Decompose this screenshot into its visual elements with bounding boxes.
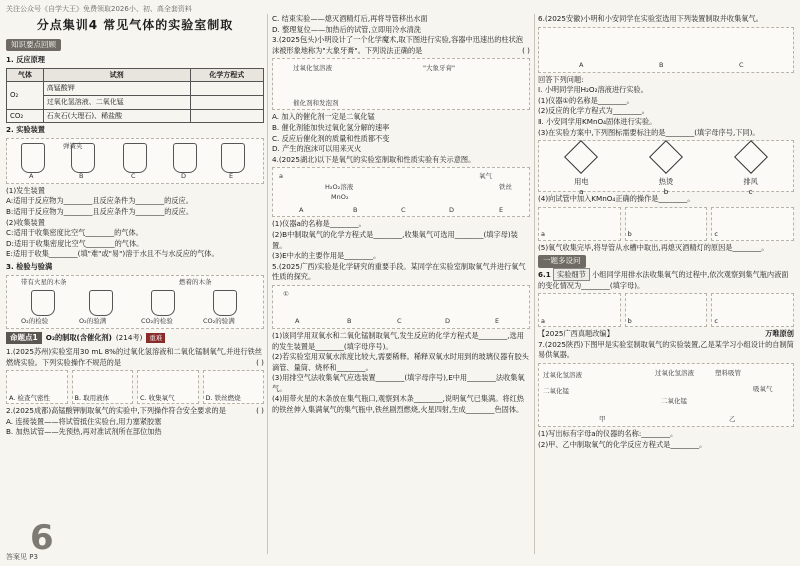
water-level-c [711, 293, 794, 327]
figure-label: 过氧化氢溶液 [543, 370, 582, 379]
question-7-part-1: (1)写出标有字母a的仪器的名称:________。 [538, 428, 678, 438]
figure-label: A [295, 317, 300, 326]
hot-surface-icon [644, 141, 688, 198]
table-cell[interactable] [190, 82, 263, 96]
option-label: b [627, 230, 632, 239]
answer-blank[interactable]: ( ) [256, 406, 264, 416]
source-note: 【2025广西真题改编】 [538, 329, 614, 339]
question-6-intro: 回答下列问题: [538, 74, 584, 84]
question-7-figure [538, 363, 794, 427]
question-7: 7.(2025陕西)下图甲是实验室制取氧气的实验装置,乙是某学习小组设计的自制简易供氧器。 [538, 339, 794, 360]
figure-label: O₂的验满 [79, 316, 107, 325]
figure-label: CO₂的验满 [203, 316, 235, 325]
question-3-option-b: B. 催化剂能加快过氧化氢分解的速率 [272, 122, 390, 132]
figure-label: CO₂的检验 [141, 316, 173, 325]
topic-title: O₂的制取(含催化剂) [45, 332, 112, 342]
apparatus-a [21, 143, 45, 173]
figure-label: 燃着的木条 [179, 277, 212, 286]
figure-label: 铁丝 [499, 183, 512, 192]
question-3 [272, 35, 530, 56]
figure-label: C [739, 61, 744, 69]
icon-label: 排风 [743, 176, 758, 186]
question-5: 5.(2025广西)实验是化学研究的重要手段。某同学在实验室制取氧气并进行氧气性质的探究。 [272, 261, 526, 282]
figure-label: D [181, 172, 187, 181]
figure-label: 乙 [729, 415, 736, 424]
apparatus-b [71, 143, 95, 173]
column-divider [267, 14, 268, 554]
apparatus-figure [6, 138, 264, 184]
figure-label: A [579, 61, 584, 69]
water-level-a [538, 293, 621, 327]
question-1-figures [6, 370, 264, 404]
collector-e: E:适用于收集________(填"难"或"易")溶于水且不与水反应的气体。 [6, 249, 219, 259]
generator-b: B:适用于反应物为________且反应条件为________的反应。 [6, 206, 194, 216]
question-4-part-1: (1)仪器a的名称是________。 [272, 219, 366, 229]
source-line [538, 329, 794, 340]
warning-diamond-icon [734, 140, 768, 174]
question-text: 3.(2025包头)小明设计了一个化学魔术,取下图进行实验,容器中迅速出的柱状泡沫被形象地称为"大象牙膏"。下列说法正确的是 [272, 35, 523, 55]
question-text: 2.(2025成都)高锰酸钾制取氧气的实验中,下列操作符合安全要求的是 [6, 406, 226, 416]
figure-label: a [279, 172, 283, 181]
flask-icon [31, 290, 55, 316]
question-2-option-c: C. 结束实验——熄灭酒精灯后,再将导管移出水面 [272, 14, 428, 23]
question-6-part-2: (2)反应的化学方程式为________。 [538, 106, 649, 116]
question-6-section-ii: Ⅱ. 小安同学用KMnO₄固体进行实验。 [538, 116, 657, 126]
page-number-large: 6 [30, 518, 54, 558]
figure-label: O₂的检验 [21, 316, 49, 325]
flask-icon [89, 290, 113, 316]
sub-question-number: 6.1 [538, 269, 551, 279]
figure-label: E [229, 172, 234, 181]
safety-icons [538, 140, 794, 197]
operation-c [711, 207, 794, 241]
icon-label: 热烫 [658, 176, 674, 186]
question-5-part-2: (2)若实验室用双氧水浓度比较大,需要稀释。稀释双氧水时用到的玻璃仪器有胶头滴管、量筒、烧杯和________。 [272, 352, 529, 372]
figure-label: C [401, 205, 406, 214]
figure-label: MnO₂ [331, 193, 349, 202]
collector-d: D:适用于收集密度比空气________的气体。 [6, 238, 144, 248]
question-6-operation-figures [538, 207, 794, 241]
figure-label: B [353, 205, 358, 214]
question-6-figure [538, 27, 794, 73]
figure-label: 塑料吸管 [715, 368, 741, 377]
question-4-part-2: (2)B中制取氧气的化学方程式是________,收集氧气可选用________(填字母)装置。 [272, 229, 518, 250]
figure-label: 吸氧气 [753, 384, 773, 393]
page-title: 分点集训4 常见气体的实验室制取 [36, 18, 234, 32]
option-label: C. 收集氧气 [140, 393, 175, 402]
water-level-b [625, 293, 708, 327]
generator-heading: (1)发生装置 [6, 185, 45, 195]
question-3-option-d: D. 产生的泡沫可以用来灭火 [272, 144, 362, 154]
figure-label: 二氧化锰 [661, 396, 687, 405]
figure-label: B [79, 172, 84, 181]
section-principle: 1. 反应原理 [6, 55, 45, 65]
sub-question-figures [538, 293, 794, 327]
option-label: c [714, 316, 718, 325]
figure-label: A [29, 172, 34, 181]
question-2-option-d: D. 整理复位——加热后的试管,立即用冷水清洗 [272, 24, 421, 34]
header-note: 关注公众号《自学大王》免费领取2026小、初、高全套资料 [6, 5, 192, 13]
figure-label: ① [283, 289, 289, 298]
flask-icon [213, 290, 237, 316]
figure-label: 过氧化氢溶液 [655, 368, 694, 377]
figure-label: D [445, 317, 451, 326]
question-2-option-a: A. 连接装置——将试管抵住实验台,用力塞紧胶塞 [6, 416, 162, 426]
figure-label: 二氧化锰 [543, 386, 569, 395]
table-header: 化学方程式 [190, 68, 263, 82]
figure-option-d [203, 370, 265, 404]
figure-label: "大象牙膏" [423, 64, 455, 73]
question-5-part-1: (1)该同学用双氧水和二氧化锰制取氧气,发生反应的化学方程式是________,选用的发生装置是________(填字母序号)。 [272, 330, 524, 351]
option-label: a [541, 230, 545, 239]
apparatus-c [123, 143, 147, 173]
question-text: 1.(2025苏州)实验室用30 mL 8%的过氧化氢溶液和二氧化锰制氧气,并进行铁丝燃烧实验。下列实验操作不规范的是 [6, 347, 263, 367]
table-header: 试剂 [43, 68, 190, 82]
warning-diamond-icon [564, 140, 598, 174]
topic-count: (214考) [115, 332, 143, 342]
collector-heading: (2)收集装置 [6, 217, 45, 227]
apparatus-e [221, 143, 245, 173]
collector-c: C:适用于收集密度比空气________的气体。 [6, 228, 143, 238]
topic-heading [6, 332, 264, 345]
answer-blank[interactable]: ( ) [256, 357, 264, 367]
answer-blank[interactable]: ( ) [522, 45, 530, 55]
ventilation-icon [729, 141, 773, 198]
question-2 [6, 406, 264, 417]
check-figure [6, 275, 264, 329]
table-cell: CO₂ [7, 109, 44, 123]
table-cell[interactable] [190, 95, 263, 109]
question-5-part-4: (4)用带火星的木条放在集气瓶口,观察到木条________,说明氧气已集满。将红热的铁丝伸入集满氧气的集气瓶中,铁丝剧烈燃烧,火星四射,生成________色固体。 [272, 394, 524, 415]
operation-a [538, 207, 621, 241]
question-6-part-1: (1)仪器①的名称是________。 [538, 95, 634, 105]
column-divider [534, 14, 535, 554]
option-label: B. 取用液体 [74, 393, 110, 402]
icon-label: 用电 [574, 176, 589, 186]
figure-label: C [131, 172, 136, 181]
figure-label: 带有火星的木条 [21, 277, 67, 286]
elephant-toothpaste-figure [272, 58, 530, 110]
table-cell: 过氧化氢溶液、二氧化锰 [43, 95, 190, 109]
figure-note: 弹簧夹 [63, 141, 83, 150]
sub-question-text: 小组同学用排水法收集氧气的过程中,依次观察到集气瓶内液面的变化情况为________(填字母)。 [538, 269, 789, 290]
source-brand: 万唯原创 [765, 329, 794, 339]
option-label: b [627, 316, 632, 325]
icon-letter: a [579, 187, 584, 197]
option-label: a [541, 316, 545, 325]
option-label: A. 检查气密性 [9, 393, 50, 402]
electricity-icon [559, 141, 603, 198]
figure-label: E [495, 317, 500, 326]
question-4-part-3: (3)E中水的主要作用是________。 [272, 251, 381, 261]
table-cell: 高锰酸钾 [43, 82, 190, 96]
answer-reference: 答案见 P3 [6, 553, 38, 561]
table-cell: 石灰石(大理石)、稀盐酸 [43, 109, 190, 123]
question-3-option-c: C. 反应后催化剂的质量和性质都不变 [272, 133, 390, 143]
question-6: 6.(2025安徽)小明和小安同学在实验室选用下列装置制取并收集氧气。 [538, 14, 763, 23]
table-cell[interactable] [190, 109, 263, 123]
question-6-part-3: (3)在实验方案中,下列图标需要标注的是________(填字母序号,下同)。 [538, 127, 760, 137]
question-7-part-2: (2)甲、乙中制取氧气的化学反应方程式是________。 [538, 439, 707, 449]
figure-option-c [137, 370, 199, 404]
figure-label: B [659, 61, 664, 69]
multi-question-tag: 一题多设问 [538, 255, 586, 268]
question-4-figure [272, 167, 530, 217]
topic-number: 命题点1 [6, 332, 42, 345]
figure-label: A [299, 205, 304, 214]
figure-label: D [449, 205, 455, 214]
section-apparatus: 2. 实验装置 [6, 125, 45, 135]
question-6-part-5: (5)氧气收集完毕,将导管从水槽中取出,再熄灭酒精灯的原因是________。 [538, 242, 769, 252]
table-header: 气体 [7, 68, 44, 82]
icon-letter: b [663, 187, 669, 197]
apparatus-d [173, 143, 197, 173]
icon-letter: c [748, 187, 753, 197]
option-label: D. 铁丝燃烧 [205, 393, 241, 402]
option-label: c [714, 230, 718, 239]
question-6-section-i: Ⅰ. 小明同学用H₂O₂溶液进行实验。 [538, 85, 648, 95]
operation-b [625, 207, 708, 241]
question-5-part-3: (3)用排空气法收集氧气应选装置________(填字母序号),E中用________法收集氧气。 [272, 373, 525, 393]
question-2-option-b: B. 加热试管——先预热,再对准试剂所在部位加热 [6, 427, 162, 437]
figure-label: 氧气 [479, 172, 492, 181]
difficulty-badge: 重难 [146, 333, 165, 344]
sub-question [538, 270, 794, 291]
figure-label: 过氧化氢溶液 [293, 64, 332, 73]
figure-option-a [6, 370, 68, 404]
figure-label: E [499, 205, 504, 214]
column-middle [272, 14, 530, 416]
figure-label: 甲 [599, 415, 606, 424]
table-cell: O₂ [7, 82, 44, 109]
question-1 [6, 347, 264, 368]
figure-option-b [72, 370, 134, 404]
flask-icon [151, 290, 175, 316]
figure-label: C [397, 317, 402, 326]
figure-label: H₂O₂溶液 [325, 183, 354, 192]
question-4: 4.(2025湖北)以下是氧气的实验室制取和性质实验有关示意图。 [272, 154, 476, 164]
section-check: 3. 检验与验满 [6, 261, 53, 271]
warning-diamond-icon [649, 140, 683, 174]
question-5-figure [272, 285, 530, 329]
question-3-option-a: A. 加入的催化剂一定是二氧化锰 [272, 112, 375, 122]
figure-label: 催化剂和发泡剂 [293, 98, 339, 107]
generator-a: A:适用于反应物为________且反应条件为________的反应。 [6, 196, 193, 206]
question-6-part-4: (4)向试管中加入KMnO₄正确的操作是________。 [538, 194, 695, 204]
column-left [6, 14, 264, 438]
knowledge-tag: 知识要点回顾 [6, 39, 61, 52]
reaction-table [6, 68, 264, 123]
column-right [538, 14, 794, 450]
experiment-detail-tag: 实验细节 [553, 268, 590, 281]
figure-label: B [347, 317, 352, 326]
